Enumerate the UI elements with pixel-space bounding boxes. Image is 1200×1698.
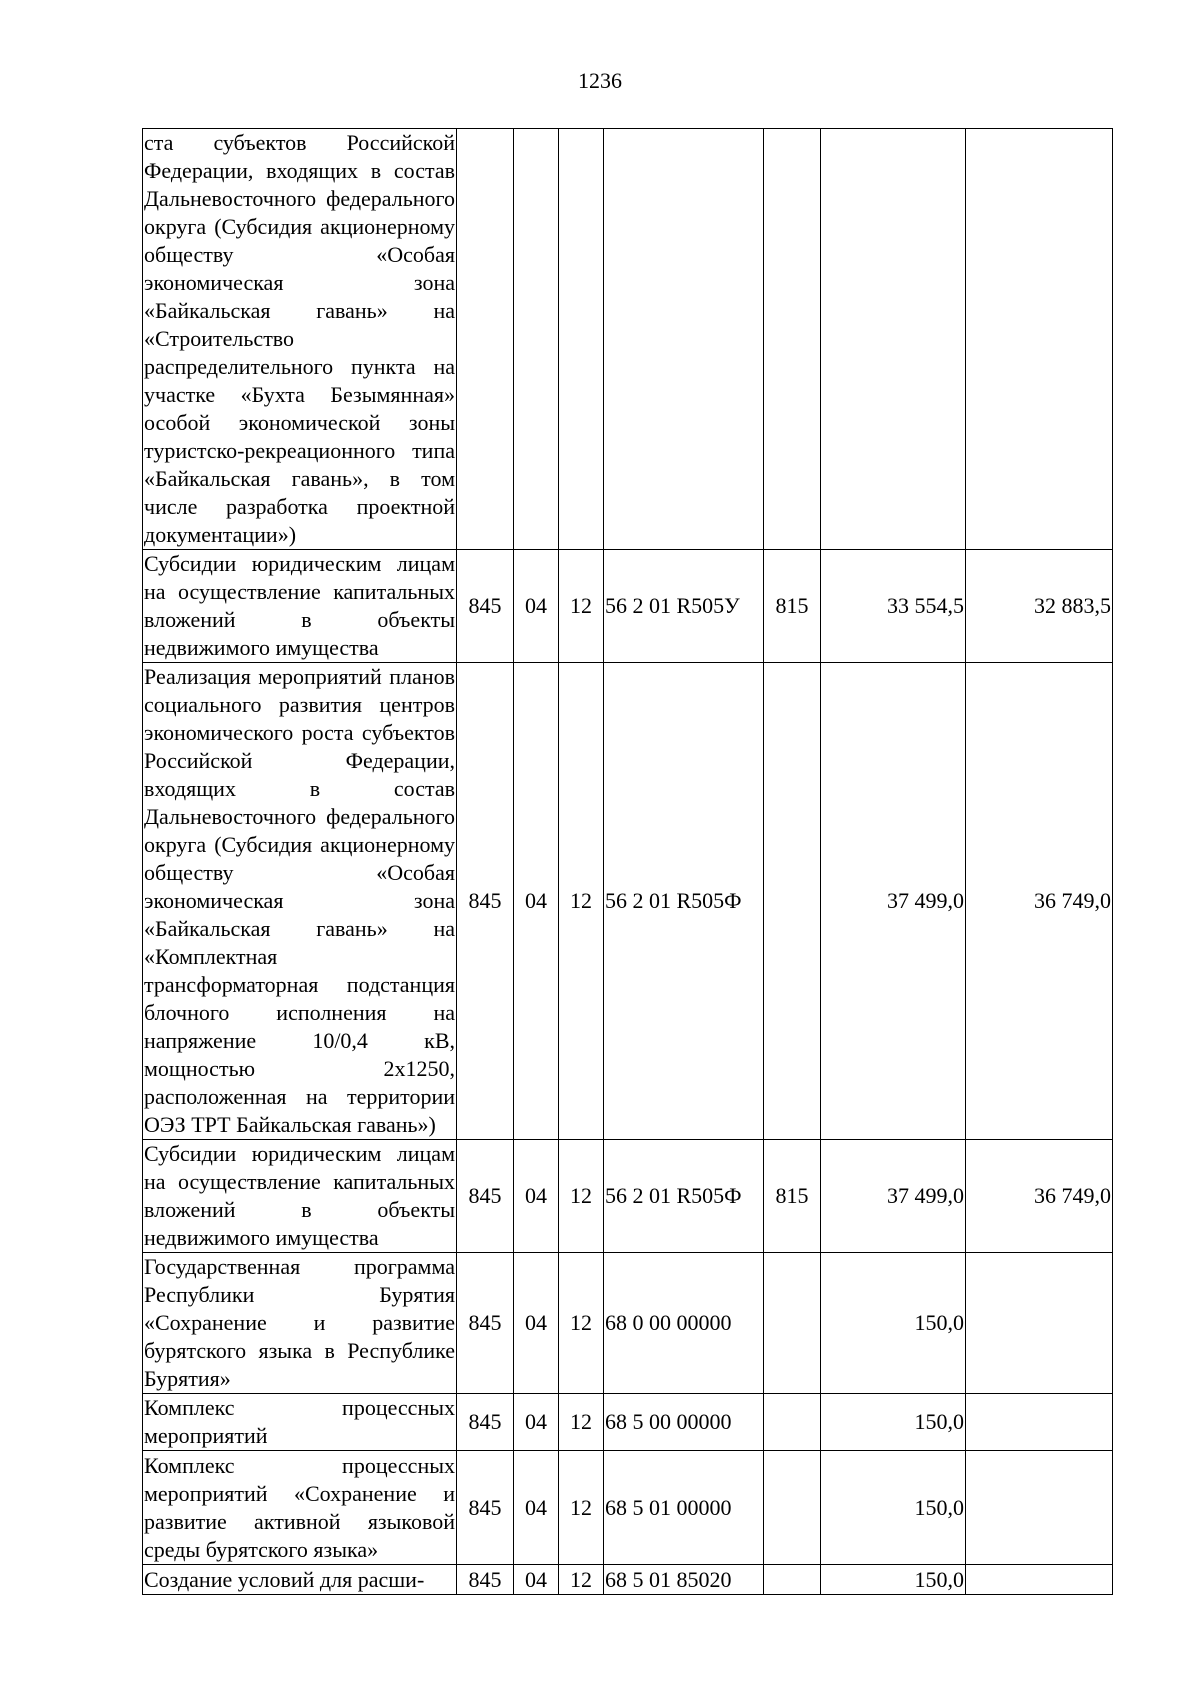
section-code: 04 [514,663,559,1140]
amount-second: 36 749,0 [966,663,1113,1140]
expense-type-code: 815 [764,1140,821,1253]
expense-type-code [764,129,821,550]
target-article-code [604,129,764,550]
row-description: Государственная программа Республики Бурятия «Сохранение и развитие бурятского языка в Республике Бурятия» [143,1253,457,1394]
target-article-code: 56 2 01 R505Ф [604,663,764,1140]
expense-type-code [764,663,821,1140]
table-row [143,550,1113,663]
target-article-code: 56 2 01 R505У [604,550,764,663]
subsection-code: 12 [559,1451,604,1565]
ministry-code: 845 [457,1253,514,1394]
ministry-code: 845 [457,1451,514,1565]
target-article-code: 68 5 01 00000 [604,1451,764,1565]
section-code: 04 [514,1394,559,1451]
row-description: Субсидии юридическим лицам на осуществление капитальных вложений в объекты недвижимого имущества [143,550,457,663]
row-description: Комплекс процессных мероприятий «Сохранение и развитие активной языковой среды бурятского языка» [143,1451,457,1565]
section-code: 04 [514,1565,559,1595]
amount-second: 36 749,0 [966,1140,1113,1253]
amount-second [966,1394,1113,1451]
row-description: Реализация мероприятий планов социального развития центров экономического роста субъектов Российской Федерации, входящих в состав Дальневосточного федерального округа (Субсидия акционерному обществу «Особая экономическая зона «Байкальская гавань» на «Комплектная трансформаторная подстанция блочного исполнения на напряжение 10/0,4 кВ, мощностью 2х1250, расположенная на территории ОЭЗ ТРТ Байкальская гавань») [143,663,457,1140]
section-code: 04 [514,1253,559,1394]
amount-first: 37 499,0 [821,663,966,1140]
amount-first: 33 554,5 [821,550,966,663]
ministry-code: 845 [457,663,514,1140]
target-article-code: 68 5 00 00000 [604,1394,764,1451]
amount-second [966,129,1113,550]
amount-second: 32 883,5 [966,550,1113,663]
amount-first: 150,0 [821,1253,966,1394]
subsection-code: 12 [559,1140,604,1253]
amount-first: 150,0 [821,1451,966,1565]
table-row [143,663,1113,1140]
subsection-code: 12 [559,550,604,663]
section-code [514,129,559,550]
ministry-code: 845 [457,550,514,663]
ministry-code: 845 [457,1565,514,1595]
ministry-code: 845 [457,1394,514,1451]
row-description: Создание условий для расши- [143,1565,457,1595]
subsection-code: 12 [559,1253,604,1394]
target-article-code: 56 2 01 R505Ф [604,1140,764,1253]
section-code: 04 [514,1451,559,1565]
amount-second [966,1451,1113,1565]
amount-second [966,1253,1113,1394]
table-row [143,1394,1113,1451]
expense-type-code [764,1451,821,1565]
row-description: Комплекс процессных мероприятий [143,1394,457,1451]
amount-first: 37 499,0 [821,1140,966,1253]
table-row [143,1253,1113,1394]
expense-type-code [764,1253,821,1394]
target-article-code: 68 5 01 85020 [604,1565,764,1595]
amount-first [821,129,966,550]
expense-type-code [764,1565,821,1595]
table-row [143,1140,1113,1253]
row-description: ста субъектов Российской Федерации, входящих в состав Дальневосточного федерального округа (Субсидия акционерному обществу «Особая экономическая зона «Байкальская гавань» на «Строительство распределительного пункта на участке «Бухта Безымянная» особой экономической зоны туристско-рекреационного типа «Байкальская гавань», в том числе разработка проектной документации») [143,129,457,550]
subsection-code [559,129,604,550]
amount-first: 150,0 [821,1394,966,1451]
subsection-code: 12 [559,1394,604,1451]
page-number: 1236 [578,68,622,93]
expense-type-code: 815 [764,550,821,663]
ministry-code [457,129,514,550]
table-row [143,1565,1113,1595]
subsection-code: 12 [559,1565,604,1595]
amount-second [966,1565,1113,1595]
budget-table [142,128,1113,1595]
section-code: 04 [514,550,559,663]
ministry-code: 845 [457,1140,514,1253]
subsection-code: 12 [559,663,604,1140]
amount-first: 150,0 [821,1565,966,1595]
row-description: Субсидии юридическим лицам на осуществление капитальных вложений в объекты недвижимого имущества [143,1140,457,1253]
table-row [143,129,1113,550]
expense-type-code [764,1394,821,1451]
section-code: 04 [514,1140,559,1253]
table-row [143,1451,1113,1565]
target-article-code: 68 0 00 00000 [604,1253,764,1394]
